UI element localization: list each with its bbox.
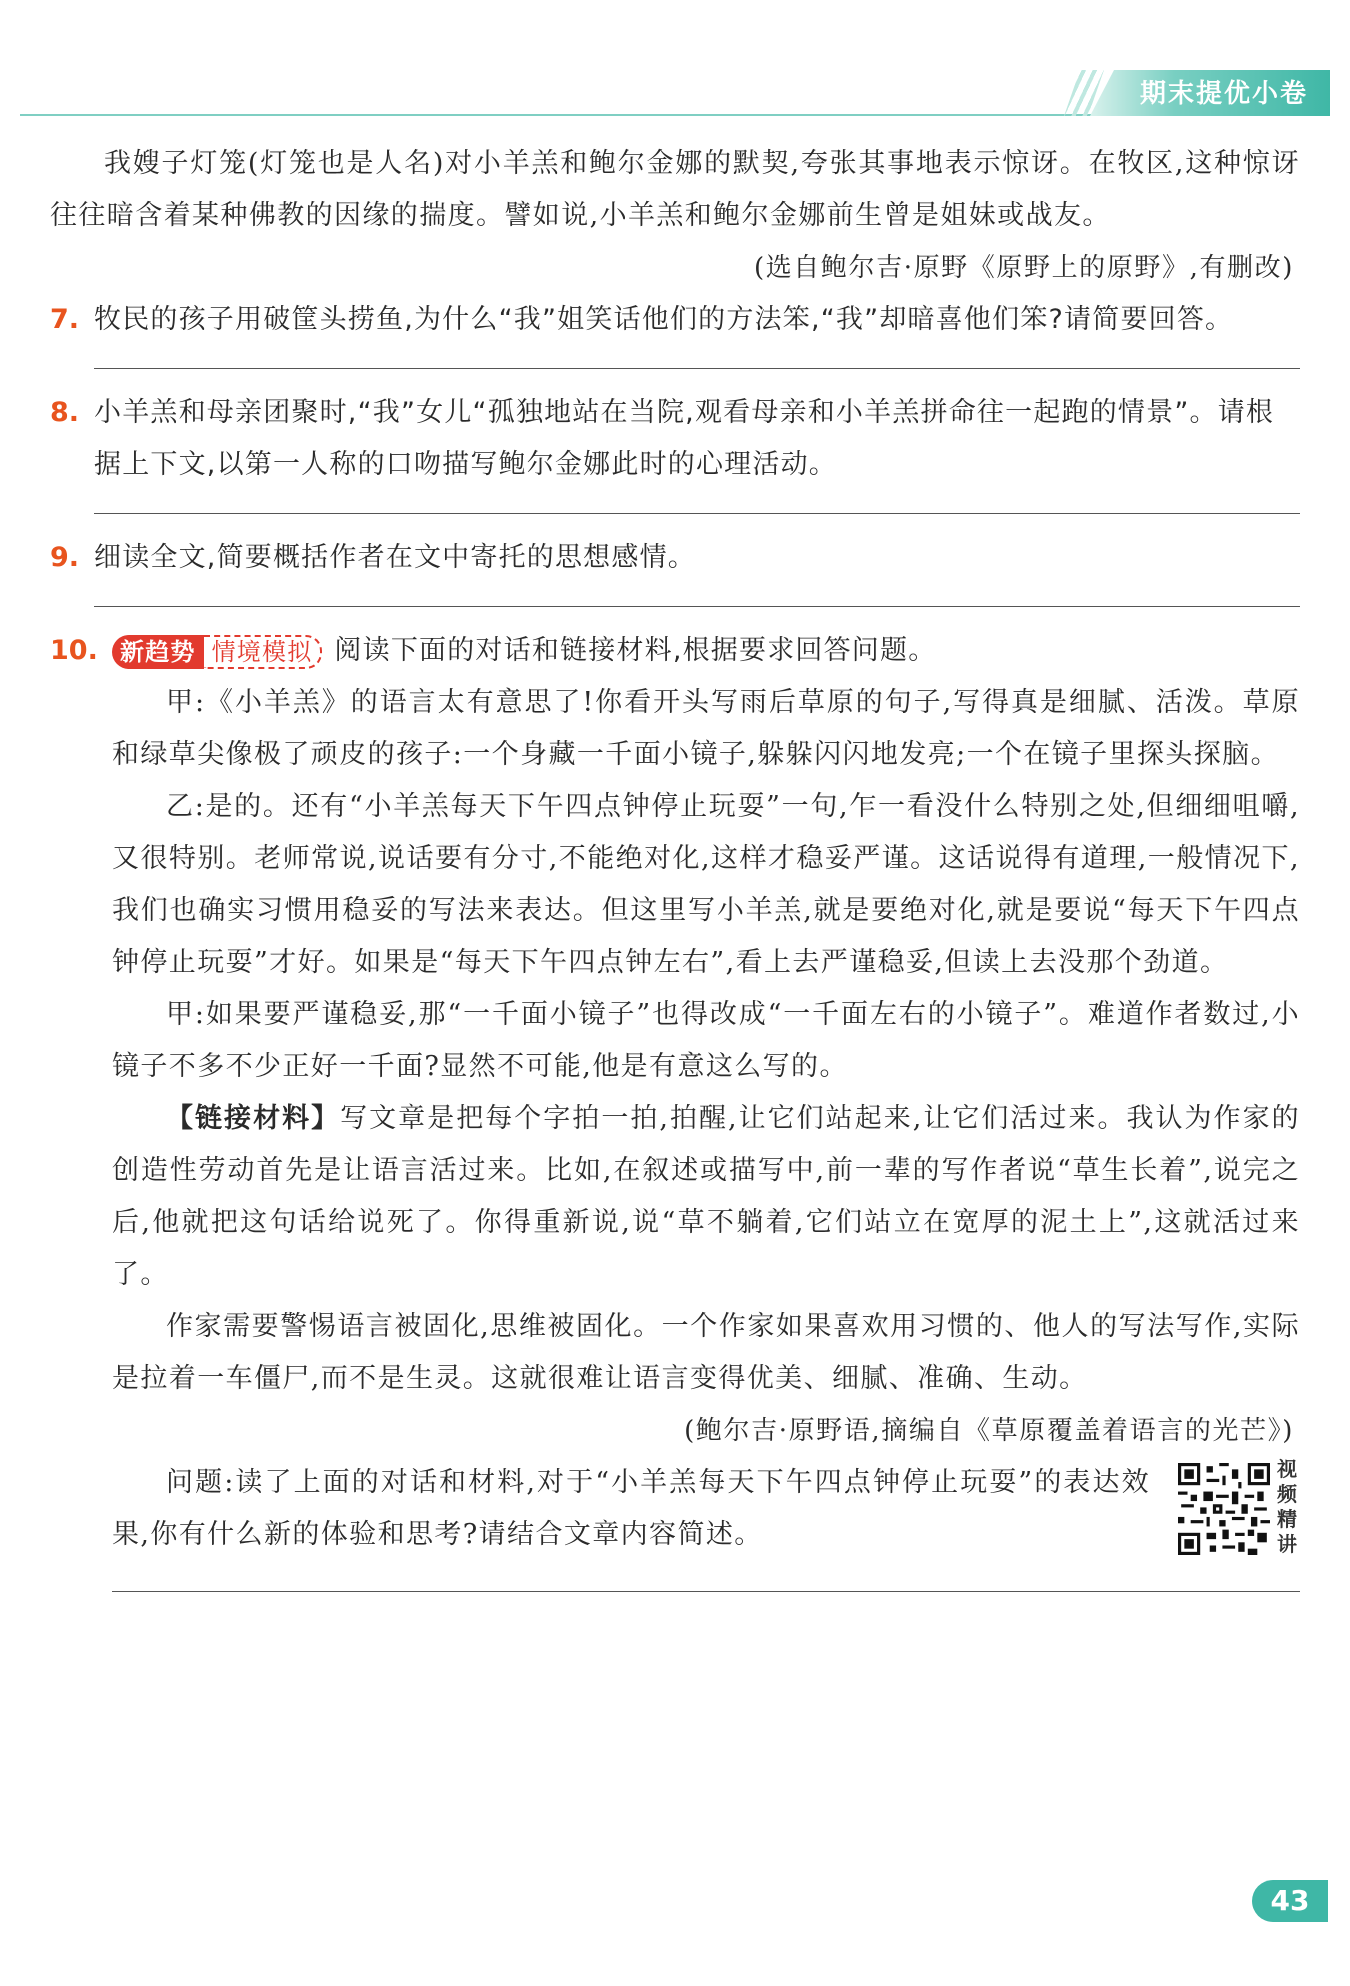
answer-line[interactable] [112, 1591, 1300, 1592]
question-text: 细读全文,简要概括作者在文中寄托的思想感情。 [94, 542, 696, 573]
link-material [50, 1093, 1300, 1301]
answer-line[interactable] [94, 368, 1300, 369]
passage-paragraph: 我嫂子灯笼(灯笼也是人名)对小羊羔和鲍尔金娜的默契,夸张其事地表示惊讶。在牧区,这种惊讶往往暗含着某种佛教的因缘的揣度。譬如说,小羊羔和鲍尔金娜前生曾是姐妹或战友。 [50, 148, 1300, 231]
badge-new-trend: 新趋势 [112, 635, 204, 669]
link-material-text: 写文章是把每个字拍一拍,拍醒,让它们站起来,让它们活过来。我认为作家的创造性劳动首先是让语言活过来。比如,在叙述或描写中,前一辈的写作者说“草生长着”,说完之后,他就把这句话给说死了。你得重新说,说“草不躺着,它们站立在宽厚的泥土上”,这就活过来了。 [112, 1103, 1301, 1290]
question-text: 小羊羔和母亲团聚时,“我”女儿“孤独地站在当院,观看母亲和小羊羔拼命往一起跑的情景”。请根据上下文,以第一人称的口吻描写鲍尔金娜此时的心理活动。 [94, 397, 1275, 480]
question-8 [50, 387, 1300, 491]
question-number: 8. [50, 397, 80, 428]
question-9 [50, 532, 1300, 584]
header-title: 期末提优小卷 [1139, 79, 1308, 109]
page-number: 43 [1252, 1880, 1328, 1922]
dialogue-jia-1: 甲:《小羊羔》的语言太有意思了!你看开头写雨后草原的句子,写得真是细腻、活泼。草原和绿草尖像极了顽皮的孩子:一个身藏一千面小镜子,躲躲闪闪地发亮;一个在镜子里探头探脑。 [112, 687, 1300, 770]
question-10 [50, 625, 1300, 677]
question-number: 9. [50, 542, 80, 573]
question-text: 牧民的孩子用破筐头捞鱼,为什么“我”姐笑话他们的方法笨,“我”却暗喜他们笨?请简要回答。 [94, 304, 1234, 335]
answer-line[interactable] [94, 606, 1300, 607]
badge-scenario: 情境模拟 [204, 635, 323, 669]
page-content [50, 138, 1300, 1610]
trend-badge [112, 635, 322, 669]
passage-source: (选自鲍尔吉·原野《原野上的原野》,有删改) [753, 253, 1294, 283]
final-question: 问题:读了上面的对话和材料,对于“小羊羔每天下午四点钟停止玩耍”的表达效果,你有什么新的体验和思考?请结合文章内容简述。 [112, 1467, 1150, 1550]
answer-line[interactable] [94, 513, 1300, 514]
qr-code-icon[interactable] [1178, 1463, 1270, 1555]
question-number: 7. [50, 304, 80, 335]
question-7 [50, 294, 1300, 346]
qr-caption: 视频精讲 [1277, 1457, 1297, 1556]
dialogue-yi: 乙:是的。还有“小羊羔每天下午四点钟停止玩耍”一句,乍一看没什么特别之处,但细细咀嚼,又很特别。老师常说,说话要有分寸,不能绝对化,这样才稳妥严谨。这话说得有道理,一般情况下,我们也确实习惯用稳妥的写法来表达。但这里写小羊羔,就是要绝对化,就是要说“每天下午四点钟停止玩耍”才好。如果是“每天下午四点钟左右”,看上去严谨稳妥,但读上去没那个劲道。 [112, 791, 1300, 978]
final-question-block [50, 1457, 1300, 1561]
question-number: 10. [50, 635, 98, 666]
link-source: (鲍尔吉·原野语,摘编自《草原覆盖着语言的光芒》) [684, 1416, 1294, 1446]
link-material-2: 作家需要警惕语言被固化,思维被固化。一个作家如果喜欢用习惯的、他人的写法写作,实际是拉着一车僵尸,而不是生灵。这就很难让语言变得优美、细腻、准确、生动。 [112, 1311, 1300, 1394]
link-material-label: 【链接材料】 [166, 1103, 341, 1134]
dialogue-jia-2: 甲:如果要严谨稳妥,那“一千面小镜子”也得改成“一千面左右的小镜子”。难道作者数过,小镜子不多不少正好一千面?显然不可能,他是有意这么写的。 [112, 999, 1300, 1082]
question-prompt-text: 阅读下面的对话和链接材料,根据要求回答问题。 [334, 635, 937, 666]
question-prompt [112, 625, 1300, 677]
